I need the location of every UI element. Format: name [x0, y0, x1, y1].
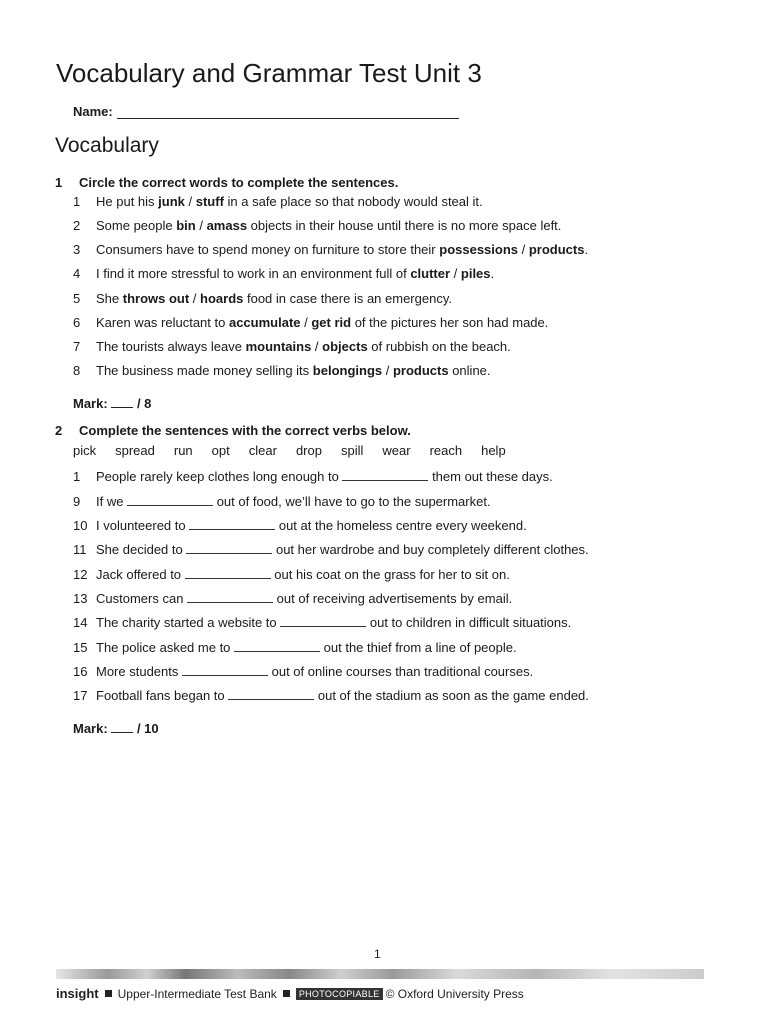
exercise-2-instruction: Complete the sentences with the correct verbs below.	[79, 423, 411, 438]
exercise-1-heading	[55, 175, 398, 190]
item-number: 13	[73, 591, 88, 606]
item-text-after: out of food, we’ll have to go to the supermarket.	[213, 494, 491, 509]
footer-image-band	[56, 969, 704, 979]
item-number: 4	[73, 266, 81, 281]
exercise-1-item: 3 Consumers have to spend money on furniture to store their possessions / products.	[73, 242, 589, 257]
exercise-1-item: 1 He put his junk / stuff in a safe place so that nobody would steal it.	[73, 194, 483, 209]
word-bank-word: reach	[429, 443, 463, 458]
item-text-before: Karen was reluctant to	[96, 315, 229, 330]
name-blank[interactable]	[117, 106, 459, 119]
option-b[interactable]: amass	[206, 218, 248, 233]
item-text-before: Customers can	[96, 591, 188, 606]
option-b[interactable]: products	[528, 242, 585, 257]
word-bank-word: spill	[340, 443, 364, 458]
item-text-after: objects in their house until there is no more space left.	[247, 218, 562, 233]
item-text-before: If we	[96, 494, 128, 509]
exercise-2-number: 2	[55, 423, 63, 438]
option-b[interactable]: products	[392, 363, 449, 378]
item-number: 16	[73, 664, 88, 679]
item-number: 15	[73, 640, 88, 655]
answer-blank[interactable]	[127, 494, 213, 506]
exercise-2-heading	[55, 423, 411, 438]
mark-label: Mark:	[73, 396, 108, 411]
option-a[interactable]: junk	[158, 194, 185, 209]
option-a[interactable]: accumulate	[228, 315, 301, 330]
item-text-after: online.	[448, 363, 491, 378]
item-text-after: .	[584, 242, 589, 257]
exercise-1-item: 4 I find it more stressful to work in an environment full of clutter / piles.	[73, 266, 495, 281]
item-number: 12	[73, 567, 88, 582]
answer-blank[interactable]	[189, 518, 275, 530]
answer-blank[interactable]	[185, 567, 271, 579]
item-text-after: out at the homeless centre every weekend.	[275, 518, 527, 533]
item-text-before: The tourists always leave	[96, 339, 246, 354]
item-text-after: them out these days.	[428, 469, 553, 484]
item-text-after: food in case there is an emergency.	[243, 291, 452, 306]
name-label: Name:	[73, 104, 113, 119]
word-bank-word: wear	[382, 443, 411, 458]
word-bank-word: run	[173, 443, 193, 458]
option-a[interactable]: bin	[176, 218, 196, 233]
item-number: 7	[73, 339, 81, 354]
item-text-after: out the thief from a line of people.	[320, 640, 517, 655]
answer-blank[interactable]	[234, 640, 320, 652]
option-b[interactable]: piles	[460, 266, 491, 281]
exercise-2-item	[73, 664, 533, 679]
item-text-after: out her wardrobe and buy completely different clothes.	[272, 542, 589, 557]
exercise-1-item: 5 She throws out / hoards food in case there is an emergency.	[73, 291, 452, 306]
word-bank-word: opt	[211, 443, 230, 458]
mark-total: / 8	[136, 396, 152, 411]
answer-blank[interactable]	[187, 591, 273, 603]
item-text-before: The charity started a website to	[96, 615, 281, 630]
square-bullet-icon	[283, 990, 290, 997]
item-number: 11	[73, 542, 87, 557]
mark-label: Mark:	[73, 721, 108, 736]
exercise-1-item: 6 Karen was reluctant to accumulate / get rid of the pictures her son had made.	[73, 315, 549, 330]
footer-publisher: © Oxford University Press	[385, 986, 524, 1001]
exercise-2-item	[73, 567, 510, 582]
option-a[interactable]: throws out	[122, 291, 190, 306]
footer-brand: insight	[56, 986, 99, 1001]
footer	[56, 986, 524, 1001]
answer-blank[interactable]	[228, 688, 314, 700]
exercise-2-item	[73, 542, 589, 557]
item-text-before: She	[96, 291, 123, 306]
exercise-2-item	[73, 615, 571, 630]
item-number: 8	[73, 363, 81, 378]
mark-total: / 10	[136, 721, 159, 736]
exercise-1-instruction: Circle the correct words to complete the sentences.	[79, 175, 399, 190]
answer-blank[interactable]	[182, 664, 268, 676]
item-number: 6	[73, 315, 81, 330]
option-a[interactable]: clutter	[410, 266, 451, 281]
option-b[interactable]: hoards	[200, 291, 244, 306]
item-text-before: Consumers have to spend money on furniture to store their	[96, 242, 440, 257]
mark-blank[interactable]	[111, 396, 133, 408]
item-text-after: out of online courses than traditional courses.	[268, 664, 534, 679]
option-a[interactable]: belongings	[312, 363, 383, 378]
exercise-2-item	[73, 591, 512, 606]
footer-series: Upper-Intermediate Test Bank	[117, 986, 277, 1001]
page-title: Vocabulary and Grammar Test Unit 3	[56, 58, 482, 88]
answer-blank[interactable]	[342, 469, 428, 481]
exercise-1-item: 7 The tourists always leave mountains / objects of rubbish on the beach.	[73, 339, 511, 354]
exercise-2-item	[73, 494, 491, 509]
item-text-after: out his coat on the grass for her to sit on.	[270, 567, 510, 582]
exercise-2-mark	[73, 721, 159, 736]
item-number: 14	[73, 615, 88, 630]
item-text-before: She decided to	[96, 542, 187, 557]
item-text-before: Jack offered to	[96, 567, 185, 582]
item-text-before: Some people	[96, 218, 177, 233]
name-field	[73, 104, 459, 119]
exercise-2-item	[73, 688, 589, 703]
word-bank-word: help	[481, 443, 506, 458]
option-b[interactable]: objects	[322, 339, 368, 354]
item-text-after: out of receiving advertisements by email.	[273, 591, 513, 606]
item-text-before: I find it more stressful to work in an environment full of	[96, 266, 411, 281]
page-number: 1	[374, 947, 381, 961]
exercise-2-item	[73, 640, 517, 655]
item-text-before: He put his	[96, 194, 159, 209]
item-number: 5	[73, 291, 81, 306]
answer-blank[interactable]	[280, 615, 366, 627]
option-b[interactable]: get rid	[311, 315, 352, 330]
item-text-before: People rarely keep clothes long enough to	[96, 469, 343, 484]
exercise-2-item	[73, 469, 553, 484]
item-text-after: of rubbish on the beach.	[367, 339, 511, 354]
item-number: 17	[73, 688, 88, 703]
exercise-1-mark	[73, 396, 151, 411]
item-text-before: I volunteered to	[96, 518, 190, 533]
mark-blank[interactable]	[111, 721, 133, 733]
exercise-2-item	[73, 518, 527, 533]
item-text-before: The business made money selling its	[96, 363, 313, 378]
word-bank	[73, 443, 525, 458]
item-text-after: in a safe place so that nobody would steal it.	[223, 194, 483, 209]
option-a[interactable]: mountains	[245, 339, 312, 354]
item-number: 3	[73, 242, 81, 257]
exercise-1-item: 2 Some people bin / amass objects in their house until there is no more space left.	[73, 218, 562, 233]
word-bank-word: pick	[73, 443, 97, 458]
word-bank-word: clear	[248, 443, 277, 458]
item-number: 9	[73, 494, 81, 509]
square-bullet-icon	[105, 990, 112, 997]
word-bank-word: drop	[295, 443, 322, 458]
item-text-after: .	[490, 266, 495, 281]
item-text-before: The police asked me to	[96, 640, 235, 655]
word-bank-word: spread	[115, 443, 155, 458]
item-text-after: of the pictures her son had made.	[351, 315, 549, 330]
exercise-1-item: 8 The business made money selling its belongings / products online.	[73, 363, 491, 378]
section-heading: Vocabulary	[55, 134, 159, 157]
item-number: 10	[73, 518, 88, 533]
item-number: 2	[73, 218, 81, 233]
item-text-before: Football fans began to	[96, 688, 229, 703]
item-number: 1	[73, 469, 81, 484]
exercise-1-number: 1	[55, 175, 63, 190]
option-a[interactable]: possessions	[439, 242, 519, 257]
item-text-before: More students	[96, 664, 182, 679]
answer-blank[interactable]	[186, 542, 272, 554]
photocopiable-badge: PHOTOCOPIABLE	[296, 988, 383, 1000]
item-text-after: out to children in difficult situations.	[366, 615, 572, 630]
item-number: 1	[73, 194, 81, 209]
item-text-after: out of the stadium as soon as the game ended.	[314, 688, 589, 703]
option-b[interactable]: stuff	[195, 194, 224, 209]
